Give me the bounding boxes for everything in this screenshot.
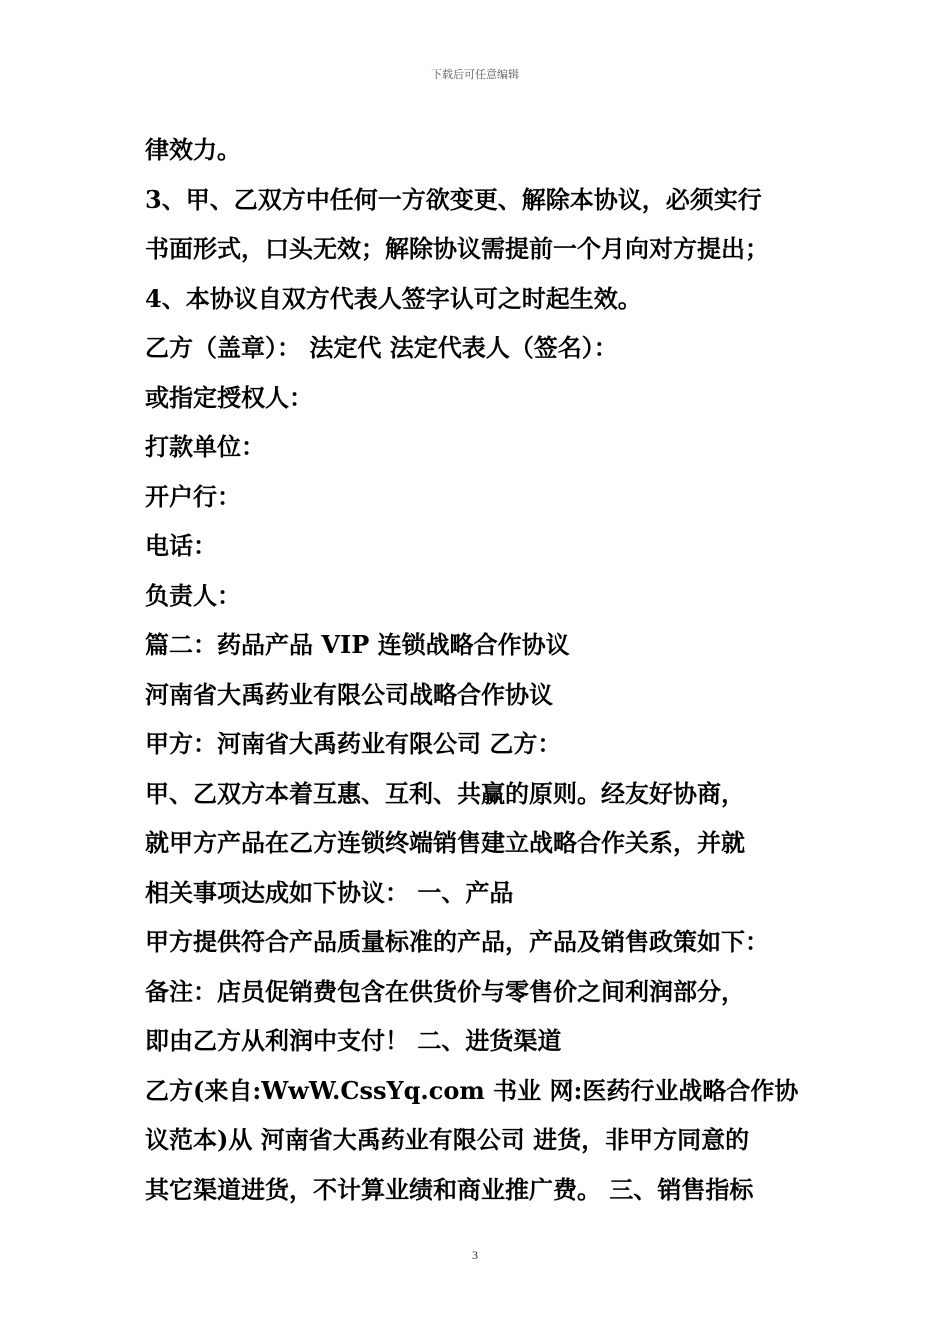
text-line: 负责人： <box>145 580 241 610</box>
text-line: 就甲方产品在乙方连锁终端销售建立战略合作关系，并就 <box>145 828 745 857</box>
text-line: 备注：店员促销费包含在供货价与零售价之间利润部分， <box>145 976 745 1006</box>
agreement-title: 河南省大禹药业有限公司战略合作协议 <box>145 679 553 709</box>
text-line: 打款单位： <box>145 432 265 461</box>
text-line: 甲方：河南省大禹药业有限公司 乙方： <box>145 729 562 758</box>
text-line: 议范本)从 河南省大禹药业有限公司 进货，非甲方同意的 <box>145 1125 750 1154</box>
text-line: 其它渠道进货，不计算业绩和商业推广费。 三、销售指标 <box>145 1174 754 1204</box>
text-line: 乙方（盖章）： 法定代 法定代表人（签名）： <box>145 333 618 362</box>
text-line: 电话： <box>145 531 217 560</box>
text-line: 开户行： <box>145 481 241 511</box>
text-line: 即由乙方从利润中支付！ 二、进货渠道 <box>145 1026 562 1055</box>
text-line: 相关事项达成如下协议： 一、产品 <box>145 877 514 907</box>
text-line: 书面形式，口头无效；解除协议需提前一个月向对方提出； <box>145 234 769 263</box>
text-line: 3、甲、乙双方中任何一方欲变更、解除本协议，必须实行 <box>145 184 762 214</box>
page-header: 下载后可任意编辑 <box>431 68 519 81</box>
text-line: 律效力。 <box>145 135 241 164</box>
text-line: 或指定授权人： <box>145 382 313 412</box>
text-line: 甲、乙双方本着互惠、互利、共赢的原则。经友好协商， <box>145 778 745 808</box>
text-line: 甲方提供符合产品质量标准的产品，产品及销售政策如下： <box>145 927 769 956</box>
page-number: 3 <box>472 1248 478 1262</box>
text-line: 乙方(来自:WwW.CssYq.com 书业 网:医药行业战略合作协 <box>145 1075 799 1105</box>
text-line: 4、本协议自双方代表人签字认可之时起生效。 <box>145 283 642 313</box>
document-body <box>145 125 815 1214</box>
section-heading: 篇二：药品产品 VIP 连锁战略合作协议 <box>145 630 570 659</box>
